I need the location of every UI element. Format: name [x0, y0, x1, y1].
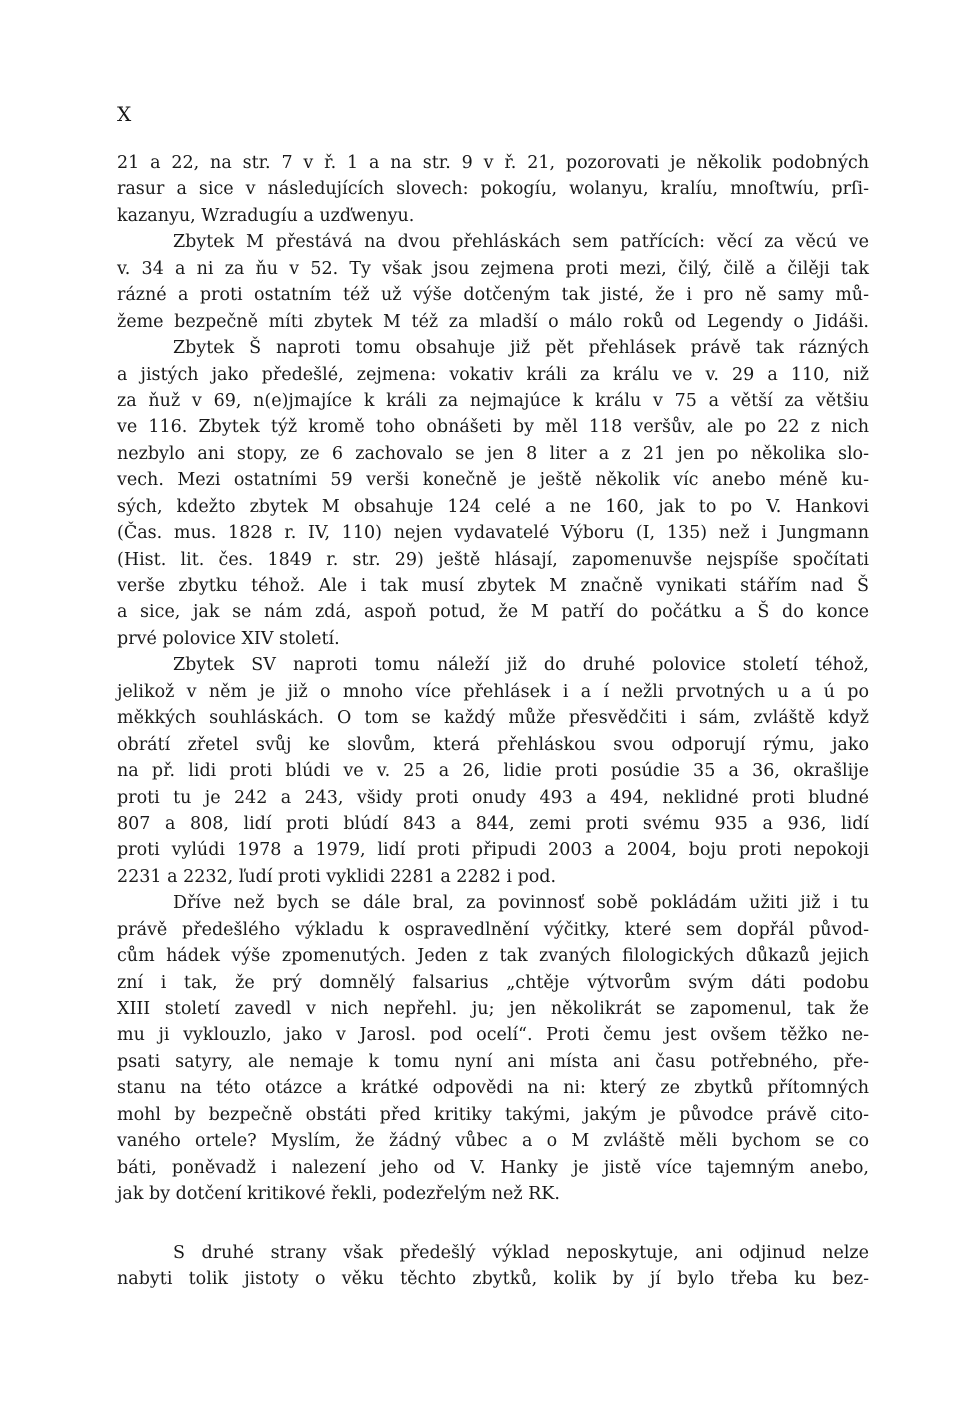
text-line: zní i tak, že prý domnělý falsarius „chtěje výtvorům svým dáti podobu: [117, 972, 869, 993]
text-line: báti, poněvadž i nalezení jeho od V. Hanky je jistě více tajemným anebo,: [117, 1157, 869, 1178]
text-line: právě předešlého výkladu k ospravedlnění výčitky, které sem dopřál původ-: [117, 919, 869, 940]
text-line: nezbylo ani stopy, ze 6 zachovalo se jen 8 liter a z 21 jen po několika slo-: [117, 443, 869, 464]
text-line: měkkých souhláskách. O tom se každý může přesvědčiti i sám, zvláště když: [117, 708, 869, 729]
page-number: X: [117, 102, 132, 126]
text-line: ve 116. Zbytek týž kromě toho obnášeti by měl 118 veršův, ale po 22 z nich: [117, 417, 869, 438]
text-line: sých, kdežto zbytek M obsahuje 124 celé a ne 160, jak to po V. Hankovi: [117, 496, 869, 517]
main-text: [117, 150, 869, 1208]
text-line: XIII století zavedl v nich nepřehl. ju; jen několikrát se zapomenul, tak že: [117, 999, 869, 1019]
text-line: S druhé strany však předešlý výklad neposkytuje, ani odjinud nelze: [173, 1243, 869, 1263]
text-line: kazanyu, Wzradugíu a uzďwenyu.: [117, 205, 415, 226]
paragraph: [117, 150, 869, 229]
text-line: proti vylúdi 1978 a 1979, lidí proti připudi 2003 a 2004, boju proti nepokoji: [117, 840, 869, 861]
text-line: verše zbytku téhož. Ale i tak musí zbytek M značně vynikati stářím nad Š: [117, 576, 869, 596]
text-line: stanu na této otázce a krátké odpovědi na ni: který ze zbytků přítomných: [117, 1078, 869, 1099]
paragraph: [117, 652, 869, 890]
text-line: vech. Mezi ostatními 59 verši konečně je ještě několik víc anebo méně ku-: [117, 470, 869, 491]
text-line: psati satyry, ale nemaje k tomu nyní ani místa ani času potřebného, pře-: [117, 1051, 869, 1072]
text-line: prvé polovice XIV století.: [117, 628, 340, 649]
text-line: cům hádek výše zpomenutých. Jeden z tak zvaných filologických důkazů jejich: [117, 946, 869, 967]
text-line: a sice, jak se nám zdá, aspoň potud, že M patří do počátku a Š do konce: [117, 602, 869, 623]
text-line: mohl by bezpečně obstáti před kritiky takými, jakým je původce právě cito-: [117, 1104, 869, 1125]
closing-text: [117, 1240, 869, 1293]
text-line: na př. lidi proti blúdi ve v. 25 a 26, lidie proti posúdie 35 a 36, okrašlije: [117, 761, 869, 782]
text-line: za ňuž v 69, n(e)jmajíce k králi za nejmajúce k králu v 75 a větší za většiu: [117, 390, 869, 411]
paragraph: [117, 229, 869, 335]
text-line: Zbytek M přestává na dvou přehláskách sem patřících: věcí za věcú ve: [173, 232, 869, 253]
text-line: rasur a sice v následujících slovech: pokogíu, wolanyu, kralíu, mnoſtwíu, prſi-: [117, 179, 869, 200]
text-line: 2231 a 2232, ľudí proti vyklidi 2281 a 2282 i pod.: [117, 866, 557, 887]
text-line: nabyti tolik jistoty o věku těchto zbytků, kolik by jí bylo třeba ku bez-: [117, 1269, 869, 1290]
paragraph: [117, 1240, 869, 1293]
text-line: rázné a proti ostatním též už výše dotčeným tak jisté, že i pro ně samy mů-: [117, 285, 869, 306]
text-line: jelikož v něm je již o mnoho více přehlásek i a í nežli prvotných u a ú po: [117, 681, 869, 702]
paragraph: [117, 335, 869, 652]
text-line: 807 a 808, lidí proti blúdí 843 a 844, zemi proti svému 935 a 936, lidí: [117, 813, 869, 834]
text-line: (Hist. lit. čes. 1849 r. str. 29) ještě hlásají, zapomenuvše nejspíše spočítati: [117, 549, 869, 570]
text-line: v. 34 a ni za ňu v 52. Ty však jsou zejmena proti mezi, čilý, čilě a čilěji tak: [117, 258, 869, 279]
text-line: vaného ortele? Myslím, že žádný vůbec a o M zvláště měli bychom se co: [117, 1131, 869, 1152]
text-line: mu ji vyklouzlo, jako v Jarosl. pod ocelí“. Proti čemu jest ovšem těžko ne-: [117, 1025, 869, 1046]
text-line: Zbytek SV naproti tomu náleží již do druhé polovice století téhož,: [173, 655, 869, 676]
text-line: 21 a 22, na str. 7 v ř. 1 a na str. 9 v ř. 21, pozorovati je několik podobných: [117, 153, 869, 173]
text-line: Dříve než bych se dále bral, za povinnosť sobě pokládám užiti již i tu: [173, 893, 869, 914]
text-line: žeme bezpečně míti zbytek M též za mladší o málo roků od Legendy o Jidáši.: [117, 311, 869, 332]
text-line: Zbytek Š naproti tomu obsahuje již pět přehlásek právě tak rázných: [173, 338, 869, 359]
paragraph: [117, 890, 869, 1207]
text-line: obrátí zřetel svůj ke slovům, která přehláskou svou odporují rýmu, jako: [117, 734, 869, 755]
text-line: jak by dotčení kritikové řekli, podezřelým než RK.: [117, 1184, 560, 1205]
text-line: (Čas. mus. 1828 r. IV, 110) nejen vydavatelé Výboru (I, 135) než i Jungmann: [117, 523, 869, 544]
text-line: proti tu je 242 a 243, všidy proti onudy 493 a 494, neklidné proti bludné: [117, 787, 869, 808]
text-line: a jistých jako předešlé, zejmena: vokativ králi za králu ve v. 29 a 110, niž: [117, 364, 869, 385]
